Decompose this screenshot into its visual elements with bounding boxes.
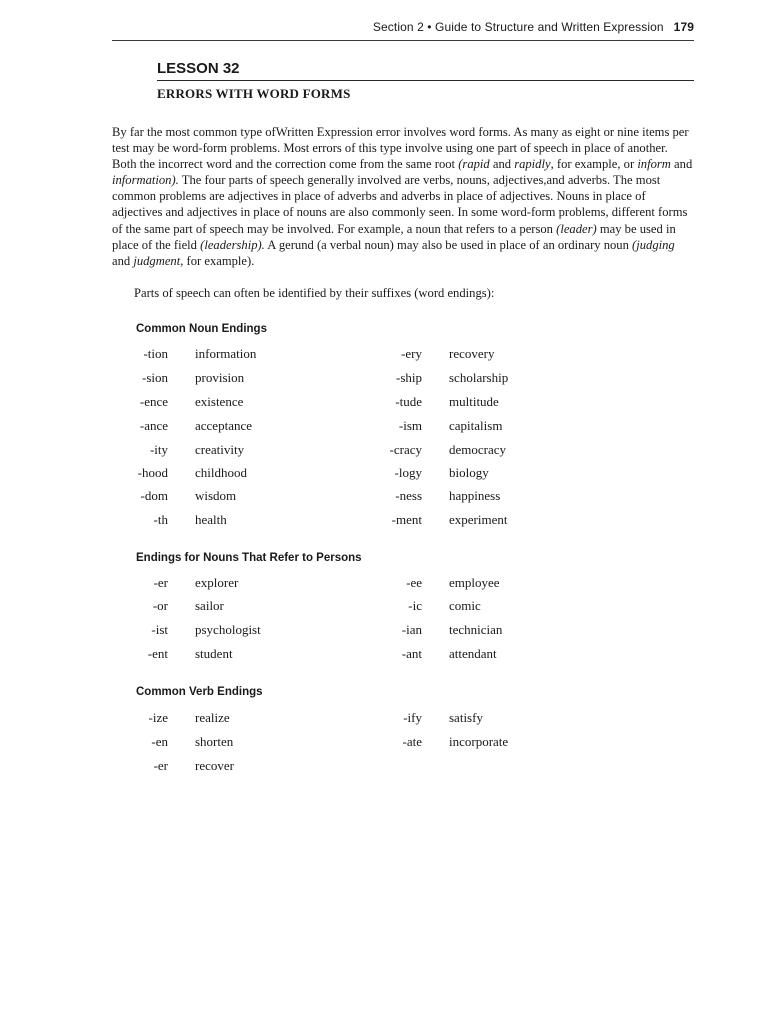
table-row [0,346,768,366]
example-word-left: shorten [195,734,234,749]
suffix-left: -sion [142,370,168,385]
example-word-left: creativity [195,442,245,457]
table-row [0,646,768,666]
table-row [0,758,768,778]
intro-italic-term: (rapid [458,157,490,172]
intro-text-run: and [112,253,134,268]
suffix-left: -ist [151,622,168,637]
table-row [0,575,768,595]
example-word-left: existence [195,394,244,409]
suffix-right: -cracy [389,442,422,457]
suffix-right: -ant [401,646,422,661]
table-row [0,465,768,485]
suffix-left: -hood [137,465,168,480]
suffix-left: -ence [139,394,168,409]
suffix-right: -ic [408,598,422,613]
suffix-left: -tion [143,346,168,361]
table-row [0,512,768,532]
example-word-right: capitalism [449,418,503,433]
suffix-left: -ent [147,646,168,661]
example-word-right: experiment [449,512,508,527]
lesson-rule [157,80,694,81]
intro-italic-term: inform [637,157,671,172]
suffix-left: -th [153,512,168,527]
intro-text-run: , for example). [180,253,255,268]
intro-italic-term: (leader) [556,221,597,236]
table-row [0,598,768,618]
intro-italic-term: (leadership). [200,237,265,252]
running-head-text: Section 2 • Guide to Structure and Written Expression [372,20,664,34]
suffix-right: -ship [396,370,422,385]
suffix-left: -ance [139,418,168,433]
example-word-left: recover [195,758,234,773]
table-row [0,370,768,390]
intro-italic-term: judgment [133,253,181,268]
intro-italic-term: information). [112,173,179,188]
header-rule [112,40,694,41]
table-row [0,622,768,642]
suffix-right: -ism [398,418,422,433]
section-heading-person-noun-endings: Endings for Nouns That Refer to Persons [136,552,362,564]
lesson-label: LESSON 32 [157,60,240,77]
section-heading-verb-endings: Common Verb Endings [136,686,263,698]
lesson-title: ERRORS WITH WORD FORMS [157,86,351,101]
example-word-right: technician [449,622,503,637]
suffix-right: -ian [401,622,422,637]
example-word-right: satisfy [449,710,483,725]
intro-text-run: The four parts of speech generally involved are verbs, nouns, adjectives,and adverbs. The most common problems are adjectives in place of adverbs and adverbs in place of adjectives. Nouns in place of adjectives and adjectives in place of nouns are also commonly seen. In some word-form problems, different forms of the same part of speech may be involved. For example, a noun that refers to a person [112,173,688,236]
example-word-left: sailor [195,598,224,613]
example-word-right: recovery [449,346,495,361]
page-number: 179 [673,20,694,34]
suffix-right: -logy [394,465,422,480]
suffix-right: -ee [406,575,422,590]
suffix-left: -en [151,734,168,749]
example-word-left: childhood [195,465,247,480]
table-row [0,442,768,462]
example-word-right: scholarship [449,370,509,385]
table-row [0,394,768,414]
intro-text-run: By far the most common type ofWritten Expression error involves word forms. As many as eight or nine items per test may be word-form problems. Most errors of this type involve using one part of speech in place of another. Both the incorrect word and the correction come from the same root [112,125,689,172]
table-row [0,488,768,508]
example-word-left: health [195,512,227,527]
table-row [0,710,768,730]
suffix-left: -dom [140,488,168,503]
example-word-left: wisdom [195,488,237,503]
example-word-left: realize [195,710,230,725]
suffix-left: -ize [148,710,168,725]
suffix-left: -ity [149,442,168,457]
example-word-right: happiness [449,488,501,503]
intro-text-run: A gerund (a verbal noun) may also be used in place of an ordinary noun [264,237,633,252]
intro-paragraph-2: Parts of speech can often be identified by their suffixes (word endings): [134,286,495,300]
suffix-right: -ness [395,488,422,503]
intro-italic-term: (judging [632,237,675,252]
example-word-left: acceptance [195,418,253,433]
suffix-left: -er [153,758,168,773]
example-word-left: explorer [195,575,239,590]
suffix-left: -or [152,598,168,613]
example-word-right: democracy [449,442,507,457]
intro-text-run: may be used in place of the field [112,221,676,252]
suffix-left: -er [153,575,168,590]
suffix-right: -ery [401,346,422,361]
example-word-left: student [195,646,233,661]
example-word-right: incorporate [449,734,509,749]
example-word-left: psychologist [195,622,261,637]
suffix-right: -ment [391,512,422,527]
example-word-left: provision [195,370,245,385]
intro-text-run: , for example, or [550,157,638,172]
table-row [0,734,768,754]
table-row [0,418,768,438]
section-heading-noun-endings: Common Noun Endings [136,323,267,335]
example-word-right: attendant [449,646,497,661]
example-word-left: information [195,346,257,361]
suffix-right: -ify [403,710,422,725]
running-head [112,20,694,34]
intro-paragraph [112,124,694,269]
suffix-right: -tude [395,394,422,409]
example-word-right: multitude [449,394,499,409]
intro-italic-term: rapidly [514,157,551,172]
intro-text-run: and [489,157,515,172]
example-word-right: biology [449,465,489,480]
example-word-right: employee [449,575,500,590]
example-word-right: comic [449,598,481,613]
intro-text-run: and [670,157,693,172]
suffix-right: -ate [402,734,422,749]
